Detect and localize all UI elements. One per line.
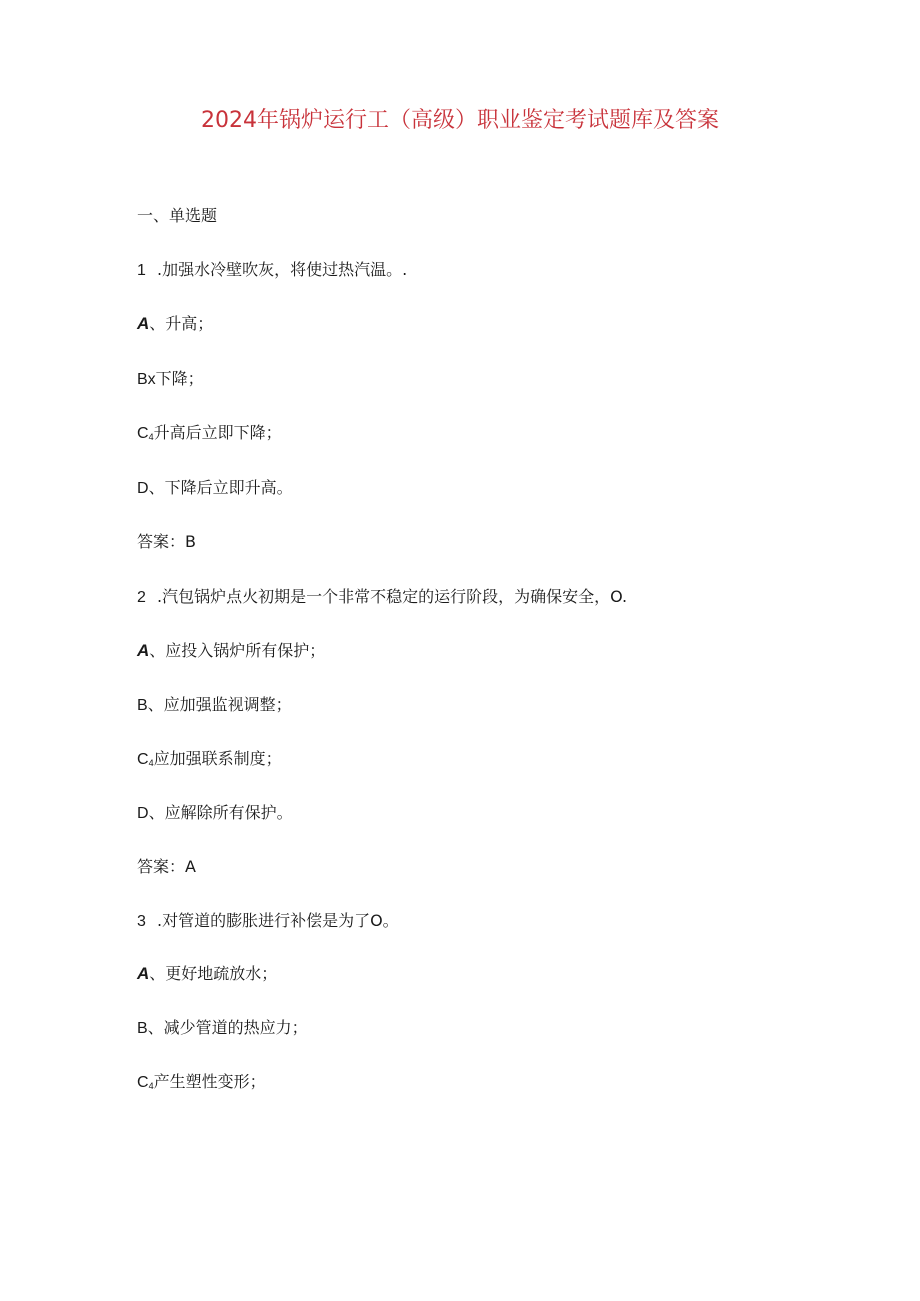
option-text: 下降；: [155, 369, 204, 388]
option-letter: A: [137, 314, 150, 333]
option-text: 产生塑性变形；: [153, 1072, 266, 1091]
q1-option-c: [137, 422, 282, 448]
option-text: 、应解除所有保护。: [148, 803, 293, 822]
question-number: 1: [137, 262, 146, 279]
q1-option-a: [137, 313, 213, 335]
document-title: 2024年锅炉运行工（高级）职业鉴定考试题库及答案: [201, 108, 719, 133]
question-3: [137, 910, 399, 933]
question-text: .汽包锅炉点火初期是一个非常不稳定的运行阶段，为确保安全，O.: [157, 587, 628, 606]
q3-option-b: [137, 1017, 308, 1040]
q2-answer: 答案：A: [137, 857, 196, 876]
q2-option-b: [137, 694, 292, 717]
question-text: .加强水冷壁吹灰，将使过热汽温。.: [157, 260, 408, 279]
q2-option-a: [137, 640, 325, 662]
question-2: [137, 586, 627, 609]
q1-option-d: [137, 477, 293, 500]
question-number: 3: [137, 913, 146, 930]
option-text: 、更好地疏放水；: [149, 964, 278, 983]
q2-option-d: [137, 802, 293, 825]
option-letter: C: [137, 425, 149, 442]
q2-option-c: [137, 748, 282, 774]
question-number: 2: [137, 589, 146, 606]
option-letter: C: [137, 1074, 149, 1091]
option-text: 、应加强监视调整；: [147, 695, 292, 714]
option-letter: D: [137, 805, 149, 822]
option-text: 、下降后立即升高。: [148, 478, 293, 497]
option-text: 、减少管道的热应力；: [147, 1018, 308, 1037]
q1-option-b: [137, 368, 204, 391]
q3-option-a: [137, 963, 277, 985]
section-heading: 一、单选题: [137, 206, 218, 225]
option-text: 、应投入锅炉所有保护；: [149, 641, 326, 660]
option-letter: B: [137, 1020, 148, 1037]
option-subscript: 4: [148, 432, 154, 442]
option-text: 、升高；: [149, 314, 214, 333]
q3-option-c: [137, 1071, 266, 1097]
option-letter: D: [137, 480, 149, 497]
option-letter: B: [137, 697, 148, 714]
q1-answer: 答案：B: [137, 532, 196, 551]
option-subscript: 4: [148, 758, 154, 768]
option-letter: A: [137, 641, 150, 660]
question-1: [137, 259, 407, 282]
option-letter: C: [137, 751, 149, 768]
option-letter: A: [137, 964, 150, 983]
question-text: .对管道的膨胀进行补偿是为了O。: [157, 911, 399, 930]
option-text: 升高后立即下降；: [153, 423, 282, 442]
option-subscript: 4: [148, 1081, 154, 1091]
option-letter: Bx: [137, 371, 156, 388]
option-text: 应加强联系制度；: [153, 749, 282, 768]
